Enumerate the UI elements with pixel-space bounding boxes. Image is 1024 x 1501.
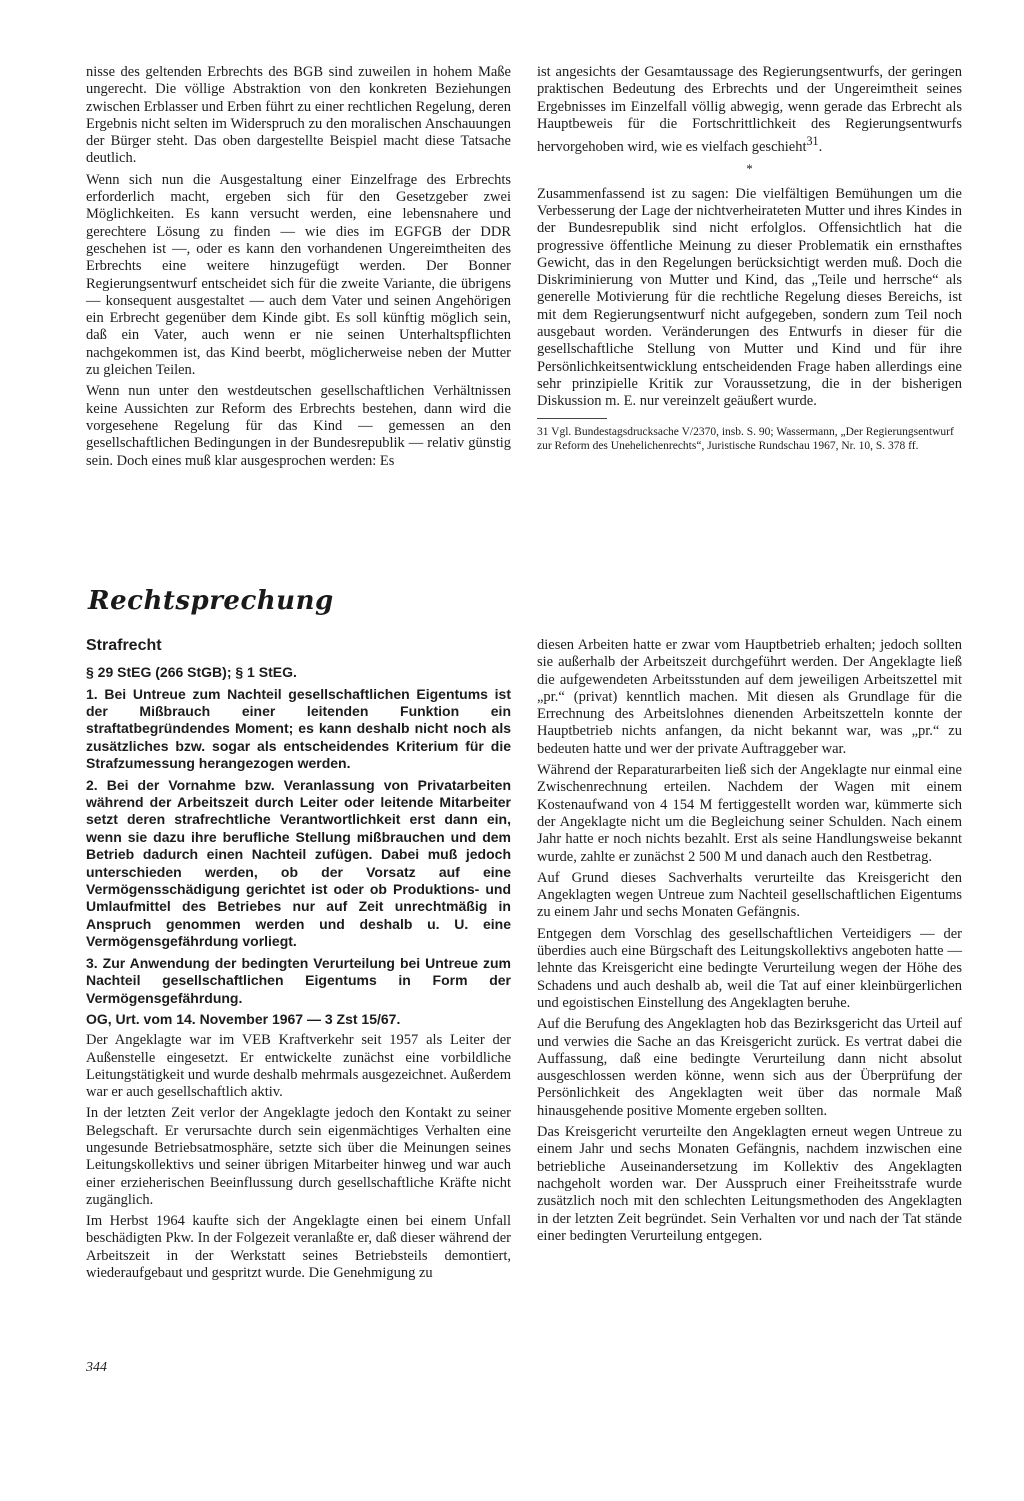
section-separator: *	[746, 161, 753, 177]
paragraph-end: .	[818, 139, 823, 156]
statute-citation: § 29 StEG (266 StGB); § 1 StEG.	[86, 664, 297, 681]
paragraph	[537, 64, 962, 156]
paragraph: Auf die Berufung des Angeklagten hob das Bezirksgericht das Urteil auf und verwies die Sache an das Kreisgericht zurück. Es vertrat dabei die Auffassung, daß eine bedingte Verurteilung dann nicht absolut ausgeschlossen werden könne, wenn sich aus der Überprüfung der Persönlichkeit des Angeklagten weit über das normale Maß hinausgehende positive Momente ergeben sollten.	[537, 1016, 962, 1119]
paragraph: Während der Reparaturarbeiten ließ sich der Angeklagte nur einmal eine Zwischenrechnung erteilen. Nachdem der Wagen mit einem Kostenaufwand von 4 154 M fertiggestellt worden war, kümmerte sich der Angeklagte nicht um die Begleichung seiner Schulden. Nach einem Jahr hatte er noch nichts bezahlt. Erst als seine Handlungsweise bekannt wurde, zahlte er zunächst 2 500 M und danach auch den Restbetrag.	[537, 762, 962, 865]
footnote: 31 Vgl. Bundestagsdrucksache V/2370, insb. S. 90; Wassermann, „Der Regierungsentwurf zur Reform des Unehelichenrechts“, Juristische Rundschau 1967, Nr. 10, S. 378 ff.	[537, 426, 954, 453]
column-top-right	[537, 64, 962, 457]
footnote-reference: 31	[806, 134, 819, 149]
paragraph: nisse des geltenden Erbrechts des BGB sind zuweilen in hohem Maße ungerecht. Die völlige Abstraktion von den konkreten Beziehungen zwischen Erblasser und Erben führt zu einer rechtlichen Regelung, deren Ergebnis nicht selten im Widerspruch zu den moralischen Anschauungen der Bürger steht. Das oben dargestellte Beispiel macht diese Tatsache deutlich.	[86, 64, 511, 167]
headnote: 2. Bei der Vornahme bzw. Veranlassung von Privatarbeiten während der Arbeitszeit durch Leiter oder leitende Mitarbeiter setzt deren strafrechtliche Verantwortlichkeit erst dann ein, wenn sie dazu ihre berufliche Stellung mißbrauchen und dem Betrieb dadurch einen Nachteil zufügen. Dabei muß jedoch unterschieden werden, ob der Vorsatz auf eine Vermögensschädigung gerichtet ist oder ob Produktions- und Umlaufmittel des Betriebes nur auf Zeit unrechtmäßig in Anspruch genommen werden und deshalb u. U. eine Vermögensgefährdung vorliegt.	[86, 776, 511, 950]
paragraph: In der letzten Zeit verlor der Angeklagte jedoch den Kontakt zu seiner Belegschaft. Er verursachte durch sein eigenmächtiges Verhalten eine ungesunde Betriebsatmosphäre, setzte sich über die Meinungen seines Leitungskollektivs und seiner übrigen Mitarbeiter hinweg und war auch einer erzieherischen Beeinflussung durch gesellschaftliche Kräfte nicht zugänglich.	[86, 1105, 511, 1208]
court-decision-reference: OG, Urt. vom 14. November 1967 — 3 Zst 15/67.	[86, 1010, 401, 1027]
subheading: Strafrecht	[86, 637, 162, 654]
paragraph: Wenn sich nun die Ausgestaltung einer Einzelfrage des Erbrechts erforderlich macht, ergeben sich für den Gesetzgeber zwei Möglichkeiten. Es kann versucht werden, eine lebensnahere und gerechtere Lösung zu finden — wie dies im EGFGB der DDR geschehen ist —, oder es kann den vorhandenen Ungereimtheiten des Erbrechts eine weitere hinzugefügt werden. Der Bonner Regierungsentwurf entscheidet sich für die zweite Variante, die übrigens — konsequent ausgestaltet — auch dem Vater und seinen Angehörigen ein Erbrecht gegenüber dem Kinde gibt. Es soll künftig möglich sein, daß ein Vater, auch wenn er nie seinen Unterhaltspflichten nachgekommen ist, das Kind beerbt, möglicherweise neben der Mutter zu gleichen Teilen.	[86, 171, 511, 379]
paragraph-text: ist angesichts der Gesamtaussage des Regierungsentwurfs, der geringen praktischen Bedeutung des Erbrechts und der Ungereimtheit seines Ergebnisses im Einzelfall völlig abwegig, wenn gerade das Erbrecht als Hauptbeweis für die Fortschrittlichkeit des Regierungsentwurfs hervorgehoben wird, wie es vielfach geschieht	[537, 64, 962, 156]
paragraph: Im Herbst 1964 kaufte sich der Angeklagte einen bei einem Unfall beschädigten Pkw. In der Folgezeit veranlaßte er, daß dieser während der Arbeitszeit in der Werkstatt seines Betriebsteils demontiert, wiederaufgebaut und gespritzt wurde. Die Genehmigung zu	[86, 1213, 511, 1282]
paragraph: diesen Arbeiten hatte er zwar vom Hauptbetrieb erhalten; jedoch sollten sie außerhalb der Arbeitszeit durchgeführt werden. Der Angeklagte ließ die aufgewendeten Arbeitsstunden auf dem jeweiligen Arbeitszettel mit „pr.“ (privat) kenntlich machen. Mit diesen als Grundlage für die Errechnung des Arbeitslohnes dienenden Arbeitszetteln konnte der Hauptbetrieb nichts anfangen, da nicht bekannt war, was „pr.“ zu bedeuten hatte und wer der private Auftraggeber war.	[537, 637, 962, 757]
paragraph: Der Angeklagte war im VEB Kraftverkehr seit 1957 als Leiter der Außenstelle eingesetzt. Er entwickelte zunächst eine vorbildliche Leitungstätigkeit und wurde deshalb mehrmals ausgezeichnet. Außerdem war er auch gesellschaftlich aktiv.	[86, 1032, 511, 1101]
page-number: 344	[86, 1360, 107, 1375]
headnote: 1. Bei Untreue zum Nachteil gesellschaftlichen Eigentums ist der Mißbrauch einer leitenden Funktion ein straftatbegründendes Moment; es kann deshalb nicht noch als zusätzliches bzw. sogar als entscheidendes Kriterium für die Strafzumessung herangezogen werden.	[86, 685, 511, 772]
column-top-left	[86, 64, 511, 474]
section-heading: Rechtsprechung	[88, 586, 334, 616]
paragraph: Das Kreisgericht verurteilte den Angeklagten erneut wegen Untreue zu einem Jahr und sechs Monaten Gefängnis, nachdem inzwischen eine betriebliche Auseinandersetzung im Kollektiv des Angeklagten nachgeholt worden war. Der Ausspruch einer Freiheitsstrafe wurde zusätzlich noch mit den schlechten Leitungsmethoden des Angeklagten in der letzten Zeit begründet. Sein Verhalten vor und nach der Tat stände einer bedingten Verurteilung entgegen.	[537, 1124, 962, 1244]
paragraph: Zusammenfassend ist zu sagen: Die vielfältigen Bemühungen um die Verbesserung der Lage der nichtverheirateten Mutter und ihres Kindes in der Bundesrepublik sind nicht erfolglos. Offensichtlich hat die progressive öffentliche Meinung zu dieser Problematik ein ernsthaftes Gewicht, das in den Regelungen berücksichtigt werden muß. Doch die Diskriminierung von Mutter und Kind, das „Teile und herrsche“ als generelle Motivierung für die rechtliche Regelung dieses Bereichs, ist mit dem Regierungsentwurf nicht aufgegeben, sondern zum Teil noch ausgebaut worden. Veränderungen des Entwurfs in dieser für die gesellschaftliche Stellung von Mutter und Kind und für ihre Persönlichkeitsentwicklung entscheidenden Frage haben allerdings eine sehr prinzipielle Kritik zur Voraussetzung, die in der bisherigen Diskussion m. E. nur vereinzelt geäußert wurde.	[537, 185, 962, 410]
paragraph: Wenn nun unter den westdeutschen gesellschaftlichen Verhältnissen keine Aussichten zur Reform des Erbrechts bestehen, dann wird die vorgesehene Regelung für das Kind — gemessen an den gesellschaftlichen Bedingungen in der Bundesrepublik — relativ günstig sein. Doch eines muß klar ausgesprochen werden: Es	[86, 383, 511, 469]
column-bottom-left	[86, 637, 511, 1286]
footnote-rule	[537, 418, 607, 419]
headnote: 3. Zur Anwendung der bedingten Verurteilung bei Untreue zum Nachteil gesellschaftlichen Eigentums in Form der Vermögensgefährdung.	[86, 954, 511, 1006]
paragraph: Entgegen dem Vorschlag des gesellschaftlichen Verteidigers — der überdies auch eine Bürgschaft des Leitungskollektivs angeboten hatte — lehnte das Kreisgericht eine bedingte Verurteilung wegen der Höhe des Schadens und auch deshalb ab, weil die Tat auf einer kleinbürgerlichen und egoistischen Einstellung des Angeklagten beruhe.	[537, 925, 962, 1011]
column-bottom-right	[537, 637, 962, 1249]
paragraph: Auf Grund dieses Sachverhalts verurteilte das Kreisgericht den Angeklagten wegen Untreue zum Nachteil gesellschaftlichen Eigentums zu einem Jahr und sechs Monaten Gefängnis.	[537, 869, 962, 921]
